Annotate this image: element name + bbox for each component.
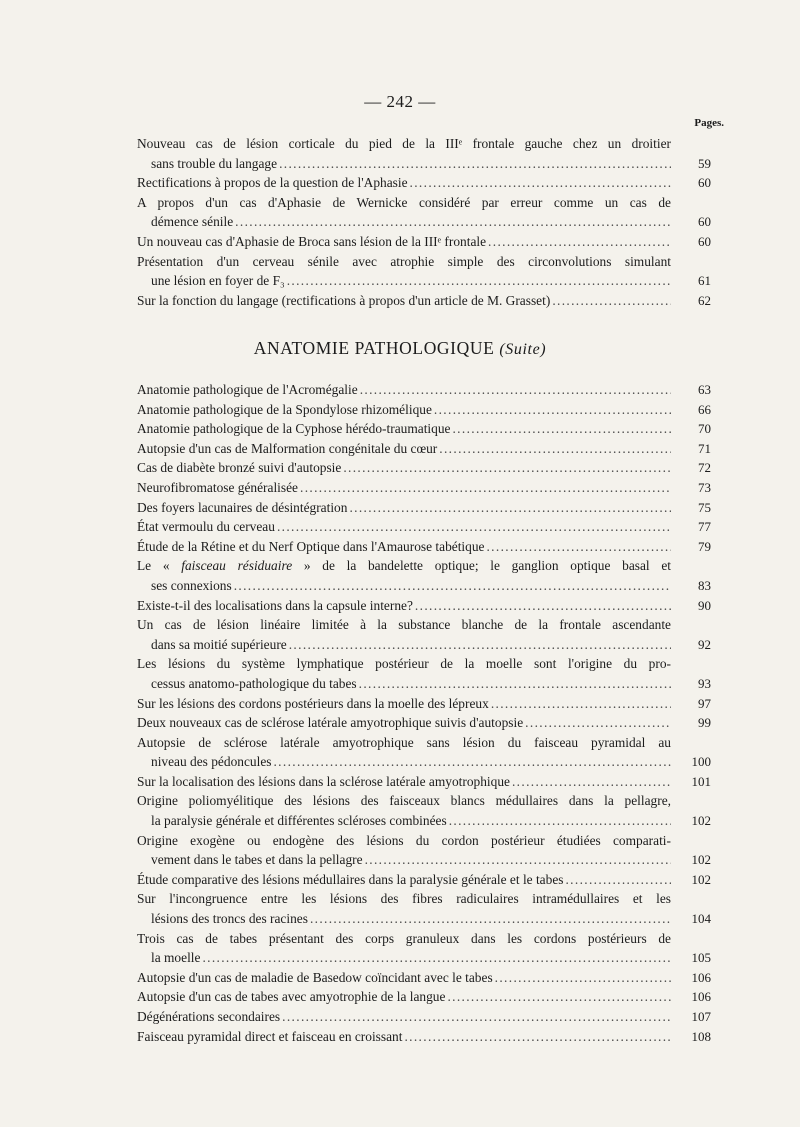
toc-entry-line2 bbox=[137, 1007, 671, 1027]
dot-leader bbox=[235, 214, 671, 229]
toc-entry-line2 bbox=[137, 498, 671, 518]
toc-entry bbox=[137, 831, 711, 870]
toc-entry-text: cessus anatomo-pathologique du tabes bbox=[151, 675, 357, 691]
toc-entry bbox=[137, 968, 711, 988]
dot-leader bbox=[279, 156, 671, 171]
toc-entry bbox=[137, 733, 711, 772]
toc-entry-page: 102 bbox=[691, 813, 711, 829]
toc-entry-line2 bbox=[137, 909, 671, 929]
toc-entry-text: lésions des troncs des racines bbox=[151, 911, 308, 927]
toc-entry-line1: Sur l'incongruence entre les lésions des fibres radiculaires intramédullaires et les bbox=[137, 891, 671, 907]
toc-entry-line2 bbox=[137, 850, 671, 870]
section-heading bbox=[0, 338, 800, 359]
toc-entry-page: 75 bbox=[698, 499, 711, 515]
section-heading-subtitle: (Suite) bbox=[499, 341, 547, 358]
toc-entry-page: 102 bbox=[691, 871, 711, 887]
toc-entry bbox=[137, 380, 711, 400]
toc-entry bbox=[137, 232, 711, 252]
toc-entry bbox=[137, 615, 711, 654]
dot-leader bbox=[488, 232, 671, 252]
toc-entry-page: 61 bbox=[698, 273, 711, 289]
toc-entry-page: 79 bbox=[698, 538, 711, 554]
toc-entry-text: Un nouveau cas d'Aphasie de Broca sans lésion de la IIIᵉ frontale bbox=[137, 233, 487, 249]
toc-entry-text: État vermoulu du cerveau bbox=[137, 519, 275, 535]
dot-leader bbox=[449, 813, 671, 828]
toc-entry-page: 77 bbox=[698, 519, 711, 535]
toc-entry-page: 102 bbox=[691, 852, 711, 868]
dot-leader bbox=[310, 911, 671, 926]
toc-entry bbox=[137, 291, 711, 311]
toc-entry-text: Neurofibromatose généralisée bbox=[137, 479, 298, 495]
section-heading-title: ANATOMIE PATHOLOGIQUE bbox=[253, 338, 495, 358]
dot-leader bbox=[300, 478, 671, 498]
toc-entry-text: Autopsie d'un cas de maladie de Basedow coïncidant avec le tabes bbox=[137, 969, 493, 985]
toc-entry-title bbox=[137, 713, 671, 733]
toc-entry-title bbox=[137, 134, 671, 173]
toc-entry-text: ses connexions bbox=[151, 577, 232, 593]
toc-entry-line2 bbox=[137, 439, 671, 459]
toc-entry-title bbox=[137, 615, 671, 654]
toc-entry bbox=[137, 870, 711, 890]
toc-entry-title bbox=[137, 458, 671, 478]
dot-leader bbox=[410, 173, 671, 193]
toc-entry-title bbox=[137, 654, 671, 693]
toc-entry-title bbox=[137, 1027, 671, 1047]
toc-entry-line2 bbox=[137, 173, 671, 193]
toc-entry bbox=[137, 929, 711, 968]
toc-entry-line2 bbox=[137, 380, 671, 400]
toc-entry bbox=[137, 134, 711, 173]
toc-entry-line2 bbox=[137, 537, 671, 557]
toc-entry-page: 60 bbox=[698, 175, 711, 191]
toc-entry-title bbox=[137, 517, 671, 537]
toc-entry-title bbox=[137, 400, 671, 420]
toc-entry-text: dans sa moitié supérieure bbox=[151, 636, 287, 652]
toc-entry-title bbox=[137, 929, 671, 968]
dot-leader bbox=[434, 400, 671, 420]
toc-entry-text: niveau des pédoncules bbox=[151, 754, 272, 770]
toc-entry bbox=[137, 537, 711, 557]
toc-entry-line1: Origine exogène ou endogène des lésions du cordon postérieur étudiées comparati- bbox=[137, 832, 671, 848]
toc-entry-title bbox=[137, 596, 671, 616]
toc-entry-title bbox=[137, 439, 671, 459]
toc-entry bbox=[137, 400, 711, 420]
toc-entry-line1: Les lésions du système lymphatique postérieur de la moelle sont l'origine du pro- bbox=[137, 656, 671, 672]
toc-entry-page: 100 bbox=[691, 754, 711, 770]
toc-entry bbox=[137, 252, 711, 291]
toc-entry-page: 70 bbox=[698, 421, 711, 437]
toc-entry-line2 bbox=[137, 232, 671, 252]
toc-entry-line1: Le « faisceau résiduaire » de la bandelette optique; le ganglion optique basal et bbox=[137, 558, 672, 574]
toc-entry-text: Dégénérations secondaires bbox=[137, 1009, 281, 1024]
toc-entry-text: vement dans le tabes et dans la pellagre bbox=[151, 852, 363, 868]
dot-leader bbox=[447, 987, 671, 1007]
toc-entry-line2 bbox=[137, 870, 671, 890]
dot-leader bbox=[277, 517, 671, 537]
toc-entry-line2 bbox=[137, 674, 671, 694]
toc-entry-title bbox=[137, 556, 671, 595]
dot-leader bbox=[273, 754, 671, 769]
toc-entry-page: 97 bbox=[698, 695, 711, 711]
toc-entry bbox=[137, 596, 711, 616]
toc-entry-title bbox=[137, 733, 671, 772]
toc-entry-line2 bbox=[137, 948, 671, 968]
toc-entry-line2 bbox=[137, 212, 671, 232]
dot-leader bbox=[349, 498, 671, 518]
toc-entry-text: Sur les lésions des cordons postérieurs dans la moelle des lépreux bbox=[137, 695, 489, 711]
dot-leader bbox=[202, 950, 671, 965]
toc-entry-line2 bbox=[137, 987, 671, 1007]
toc-entry-line2 bbox=[137, 576, 671, 596]
toc-entry bbox=[137, 987, 711, 1007]
toc-entry-page: 106 bbox=[691, 969, 711, 985]
dot-leader bbox=[512, 772, 671, 792]
dot-leader bbox=[486, 537, 671, 557]
toc-entry-title bbox=[137, 252, 671, 291]
toc-entry bbox=[137, 419, 711, 439]
dot-leader bbox=[289, 637, 671, 652]
toc-entry-page: 99 bbox=[698, 715, 711, 731]
toc-entry-page: 104 bbox=[691, 911, 711, 927]
toc-entry-title bbox=[137, 694, 671, 714]
toc-entry bbox=[137, 517, 711, 537]
toc-entry-title bbox=[137, 380, 671, 400]
dot-leader bbox=[439, 439, 671, 459]
toc-entry bbox=[137, 1007, 711, 1027]
dot-leader bbox=[234, 578, 671, 593]
toc-entry-page: 62 bbox=[698, 292, 711, 308]
toc-entry-page: 60 bbox=[698, 214, 711, 230]
toc-entry-text: Existe-t-il des localisations dans la capsule interne? bbox=[137, 597, 413, 613]
toc-entry-line1: Trois cas de tabes présentant des corps granuleux dans les cordons postérieurs de bbox=[137, 930, 671, 946]
toc-entry-text: Faisceau pyramidal direct et faisceau en croissant bbox=[137, 1028, 403, 1044]
toc-entry-line2 bbox=[137, 694, 671, 714]
toc-entry-text: Étude comparative des lésions médullaires dans la paralysie générale et le tabes bbox=[137, 871, 564, 887]
toc-entry bbox=[137, 694, 711, 714]
toc-entry-text: Des foyers lacunaires de désintégration bbox=[137, 499, 348, 515]
toc-entry-page: 71 bbox=[698, 440, 711, 456]
toc-entry-page: 83 bbox=[698, 577, 711, 593]
toc-entry-line2 bbox=[137, 752, 671, 772]
toc-entry-line2 bbox=[137, 635, 671, 655]
toc-entry-text: Deux nouveaux cas de sclérose latérale amyotrophique suivis d'autopsie bbox=[137, 715, 524, 731]
toc-entry-page: 106 bbox=[691, 989, 711, 1005]
toc-entry-line2 bbox=[137, 968, 671, 988]
toc-entry-line2 bbox=[137, 517, 671, 537]
toc-entry-line2 bbox=[137, 271, 671, 291]
toc-entry-text: sans trouble du langage bbox=[151, 155, 278, 171]
dot-leader bbox=[282, 1007, 671, 1027]
toc-entry bbox=[137, 478, 711, 498]
toc-entry-line2 bbox=[137, 291, 671, 311]
dot-leader bbox=[287, 273, 671, 288]
toc-entry-line2 bbox=[137, 596, 671, 616]
toc-entry-line1: A propos d'un cas d'Aphasie de Wernicke considéré par erreur comme un cas de bbox=[137, 194, 671, 210]
toc-entry-line2 bbox=[137, 400, 671, 420]
toc-entry-line2 bbox=[137, 478, 671, 498]
toc-entry-text: Étude de la Rétine et du Nerf Optique dans l'Amaurose tabétique bbox=[137, 538, 485, 554]
toc-entry-page: 90 bbox=[698, 597, 711, 613]
toc-entry-page: 73 bbox=[698, 479, 711, 495]
toc-entry bbox=[137, 791, 711, 830]
toc-entry-text: Autopsie d'un cas de tabes avec amyotrophie de la langue bbox=[137, 989, 446, 1005]
toc-entry-title bbox=[137, 831, 671, 870]
toc-entry-emphasis: faisceau résiduaire bbox=[181, 558, 293, 574]
toc-entry bbox=[137, 772, 711, 792]
toc-entry-line2 bbox=[137, 811, 671, 831]
toc-entry-title bbox=[137, 987, 671, 1007]
toc-entry-title bbox=[137, 791, 671, 830]
toc-entry-line2 bbox=[137, 772, 671, 792]
toc-entry bbox=[137, 173, 711, 193]
dot-leader bbox=[491, 694, 671, 714]
toc-entry-text: une lésion en foyer de F₃ bbox=[151, 273, 285, 289]
page-number: — 242 — bbox=[364, 92, 436, 111]
toc-section-aphasie bbox=[137, 134, 711, 310]
toc-entry-text: Anatomie pathologique de la Spondylose rhizomélique bbox=[137, 401, 432, 417]
toc-entry bbox=[137, 654, 711, 693]
toc-entry bbox=[137, 556, 711, 595]
toc-entry-text: la paralysie générale et différentes scléroses combinées bbox=[151, 813, 447, 829]
toc-entry-line2 bbox=[137, 458, 671, 478]
toc-entry-page: 105 bbox=[691, 950, 711, 966]
toc-entry-text: Sur la localisation des lésions dans la sclérose latérale amyotrophique bbox=[137, 773, 510, 789]
toc-entry-page: 72 bbox=[698, 460, 711, 476]
toc-entry-title bbox=[137, 291, 671, 311]
dot-leader bbox=[415, 596, 671, 616]
toc-entry-text: Sur la fonction du langage (rectifications à propos d'un article de M. Grasset) bbox=[137, 292, 551, 308]
toc-entry-line1: Origine poliomyélitique des lésions des faisceaux blancs médullaires dans la pellagre, bbox=[137, 793, 671, 809]
pages-column-label: Pages. bbox=[694, 117, 724, 129]
toc-entry-page: 107 bbox=[691, 1009, 711, 1024]
toc-entry-line2 bbox=[137, 154, 671, 174]
toc-entry-line1: Un cas de lésion linéaire limitée à la substance blanche de la frontale ascendante bbox=[137, 617, 671, 633]
toc-entry-line2 bbox=[137, 419, 671, 439]
toc-entry bbox=[137, 498, 711, 518]
toc-entry-text: démence sénile bbox=[151, 214, 234, 230]
toc-entry-page: 101 bbox=[691, 773, 711, 789]
toc-entry-line1: Présentation d'un cerveau sénile avec atrophie simple des circonvolutions simulant bbox=[137, 253, 671, 269]
toc-entry-line1: Nouveau cas de lésion corticale du pied de la IIIᵉ frontale gauche chez un droitier bbox=[137, 136, 671, 151]
toc-entry-page: 66 bbox=[698, 401, 711, 417]
dot-leader bbox=[525, 713, 671, 733]
toc-entry-title bbox=[137, 232, 671, 252]
dot-leader bbox=[359, 676, 671, 691]
dot-leader bbox=[495, 968, 671, 988]
dot-leader bbox=[552, 291, 671, 311]
toc-entry-title bbox=[137, 173, 671, 193]
toc-entry-page: 60 bbox=[698, 233, 711, 249]
toc-entry-text: Anatomie pathologique de la Cyphose hérédo-traumatique bbox=[137, 421, 451, 437]
dot-leader bbox=[365, 852, 671, 867]
toc-entry-page: 108 bbox=[691, 1028, 711, 1044]
dot-leader bbox=[360, 380, 671, 400]
toc-entry-title bbox=[137, 419, 671, 439]
toc-entry-title bbox=[137, 498, 671, 518]
toc-entry-text: Anatomie pathologique de l'Acromégalie bbox=[137, 382, 358, 397]
toc-entry-page: 59 bbox=[698, 155, 711, 171]
toc-entry bbox=[137, 193, 711, 232]
toc-entry bbox=[137, 1027, 711, 1047]
toc-entry-text: Rectifications à propos de la question de l'Aphasie bbox=[137, 175, 408, 191]
toc-entry-line2 bbox=[137, 713, 671, 733]
toc-entry-page: 92 bbox=[698, 636, 711, 652]
toc-section-anatomie bbox=[137, 380, 711, 1046]
toc-entry bbox=[137, 889, 711, 928]
toc-entry-page: 63 bbox=[698, 382, 711, 397]
toc-entry-title bbox=[137, 478, 671, 498]
toc-entry-title bbox=[137, 193, 671, 232]
toc-entry-title bbox=[137, 870, 671, 890]
toc-entry-title bbox=[137, 889, 671, 928]
toc-entry-text: Cas de diabète bronzé suivi d'autopsie bbox=[137, 460, 342, 476]
toc-entry bbox=[137, 458, 711, 478]
toc-entry-line2 bbox=[137, 1027, 671, 1047]
toc-entry-title bbox=[137, 968, 671, 988]
toc-entry-line1: Autopsie de sclérose latérale amyotrophique sans lésion du faisceau pyramidal au bbox=[137, 734, 671, 750]
toc-entry bbox=[137, 439, 711, 459]
toc-entry-title bbox=[137, 1007, 671, 1027]
dot-leader bbox=[343, 458, 671, 478]
dot-leader bbox=[452, 419, 671, 439]
toc-entry bbox=[137, 713, 711, 733]
dot-leader bbox=[565, 870, 671, 890]
toc-entry-text: la moelle bbox=[151, 950, 201, 966]
dot-leader bbox=[404, 1027, 671, 1047]
toc-entry-title bbox=[137, 537, 671, 557]
toc-entry-text: Autopsie d'un cas de Malformation congénitale du cœur bbox=[137, 440, 438, 456]
toc-entry-title bbox=[137, 772, 671, 792]
toc-entry-page: 93 bbox=[698, 675, 711, 691]
